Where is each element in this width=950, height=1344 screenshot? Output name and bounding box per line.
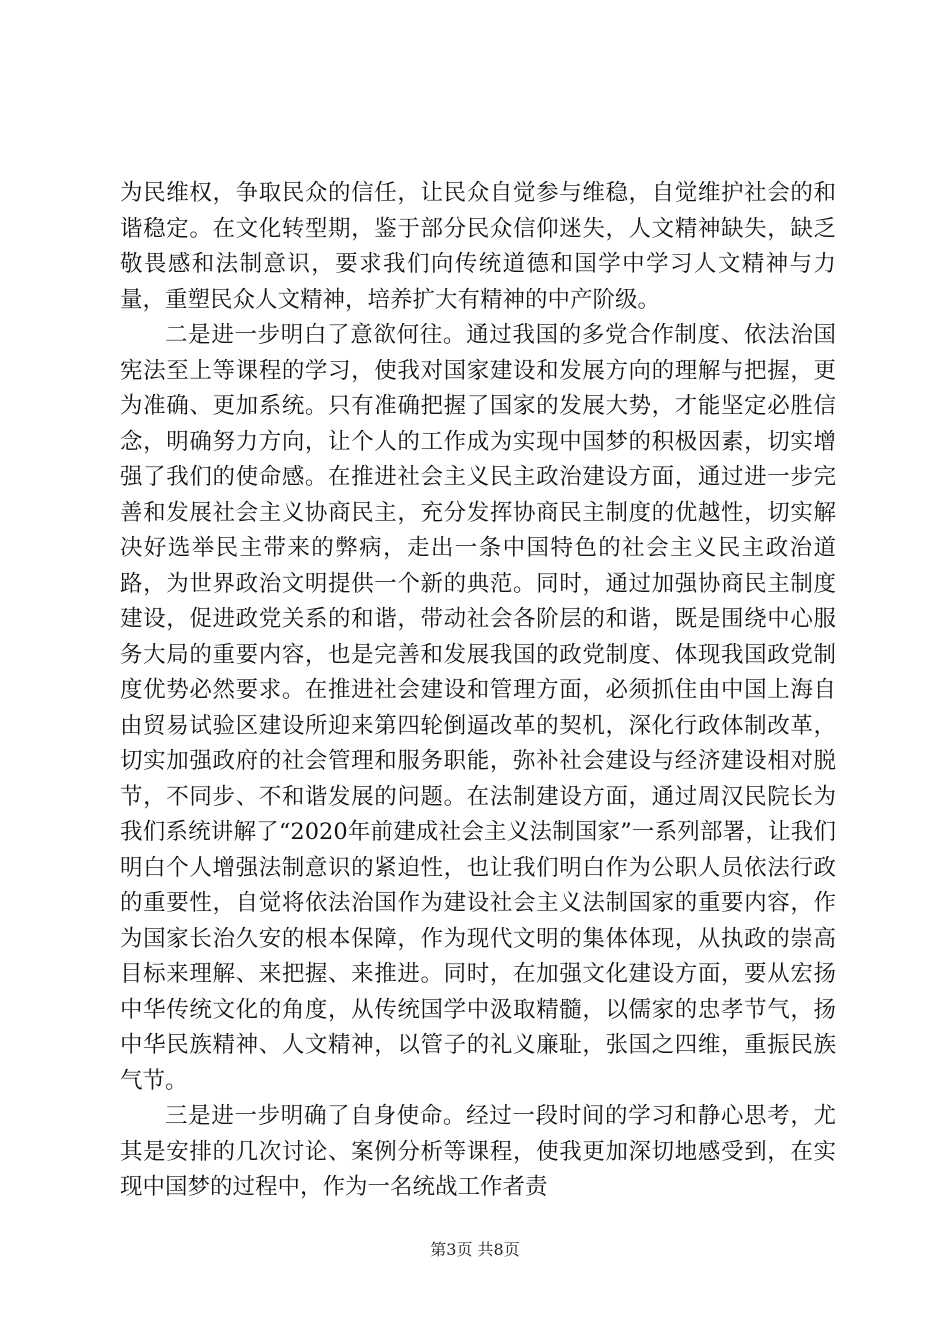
paragraph-2: 二是进一步明白了意欲何往。通过我国的多党合作制度、依法治国宪法至上等课程的学习，使我对国家建设和发展方向的理解与把握，更为准确、更加系统。只有准确把握了国家的发展大势，才能坚定必胜信念，明确努力方向，让个人的工作成为实现中国梦的积极因素，切实增强了我们的使命感。在推进社会主义民主政治建设方面，通过进一步完善和发展社会主义协商民主，充分发挥协商民主制度的优越性，切实解决好选举民主带来的弊病，走出一条中国特色的社会主义民主政治道路，为世界政治文明提供一个新的典范。同时，通过加强协商民主制度建设，促进政党关系的和谐，带动社会各阶层的和谐，既是围绕中心服务大局的重要内容，也是完善和发展我国的政党制度、体现我国政党制度优势必然要求。在推进社会建设和管理方面，必须抓住由中国上海自由贸易试验区建设所迎来第四轮倒逼改革的契机，深化行政体制改革，切实加强政府的社会管理和服务职能，弥补社会建设与经济建设相对脱节，不同步、不和谐发展的问题。在法制建设方面，通过周汉民院长为我们系统讲解了“2020年前建成社会主义法制国家”一系列部署，让我们明白个人增强法制意识的紧迫性，也让我们明白作为公职人员依法行政的重要性，自觉将依法治国作为建设社会主义法制国家的重要内容，作为国家长治久安的根本保障，作为现代文明的集体体现，从执政的崇高目标来理解、来把握、来推进。同时，在加强文化建设方面，要从宏扬中华传统文化的角度，从传统国学中汲取精髓，以儒家的忠孝节气，扬中华民族精神、人文精神，以管子的礼义廉耻，张国之四维，重振民族气节。 — [120, 322, 836, 1094]
paragraph-3: 三是进一步明确了自身使命。经过一段时间的学习和静心思考，尤其是安排的几次讨论、案例分析等课程，使我更加深切地感受到，在实现中国梦的过程中，作为一名统战工作者责 — [120, 1103, 836, 1200]
page-footer — [0, 1240, 950, 1260]
paragraph-1: 为民维权，争取民众的信任，让民众自觉参与维稳，自觉维护社会的和谐稳定。在文化转型期，鉴于部分民众信仰迷失，人文精神缺失，缺乏敬畏感和法制意识，要求我们向传统道德和国学中学习人文精神与力量，重塑民众人文精神，培养扩大有精神的中产阶级。 — [120, 180, 836, 313]
body-text — [120, 176, 836, 1206]
page-number-label: 第3页 共8页 — [430, 1240, 520, 1259]
